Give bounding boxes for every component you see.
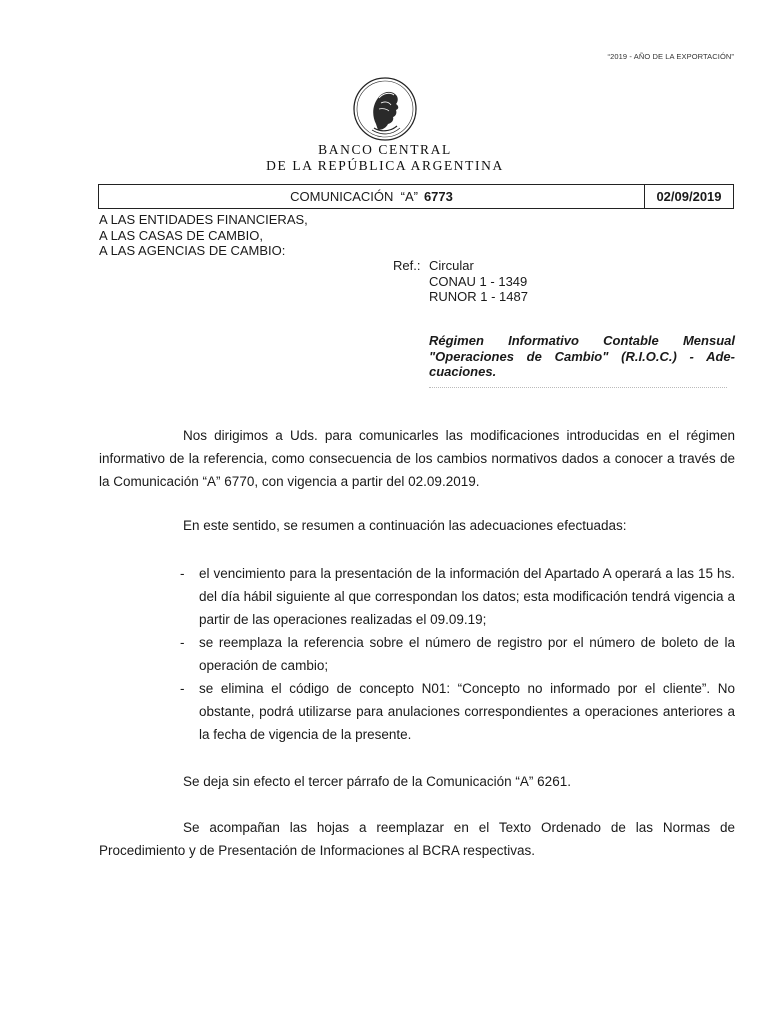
reference-type: Circular <box>429 258 474 273</box>
reference-label: Ref.: <box>393 258 421 273</box>
list-item-text: se elimina el código de concepto N01: “Concepto no informado por el cliente”. No obstante, podrá utilizarse para anulaciones correspondientes a operaciones anteriores a la fecha de vigencia de la presente. <box>199 681 735 742</box>
subject-divider <box>429 387 727 388</box>
body-paragraph: Se acompañan las hojas a reemplazar en el Texto Ordenado de las Normas de Procedimiento y de Presentación de Informaciones al BCRA respectivas. <box>99 820 735 858</box>
recipient-line: A LAS CASAS DE CAMBIO, <box>99 227 263 243</box>
list-item-text: se reemplaza la referencia sobre el número de registro por el número de boleto de la operación de cambio; <box>199 635 735 673</box>
year-motto: “2019 - AÑO DE LA EXPORTACIÓN” <box>607 52 734 61</box>
communication-label: COMUNICACIÓN “A” <box>290 189 418 204</box>
communication-header-box <box>98 184 734 209</box>
list-bullet: - <box>180 566 185 581</box>
communication-date: 02/09/2019 <box>656 189 722 204</box>
recipient-line: A LAS AGENCIAS DE CAMBIO: <box>99 243 286 258</box>
subject-title: Régimen Informativo Contable Mensual "Operaciones de Cambio" (R.I.O.C.) - Ade-cuaciones. <box>429 333 735 379</box>
list-item <box>180 677 735 746</box>
body-paragraph: En este sentido, se resumen a continuación las adecuaciones efectuadas: <box>183 518 627 533</box>
list-item <box>180 562 735 631</box>
republic-effigy-medallion-icon <box>352 76 418 142</box>
changes-list <box>180 562 735 746</box>
bank-name-line2: DE LA REPÚBLICA ARGENTINA <box>266 158 504 173</box>
list-bullet: - <box>180 681 185 696</box>
reference-code: RUNOR 1 - 1487 <box>429 289 528 304</box>
list-bullet: - <box>180 635 185 650</box>
list-item-text: el vencimiento para la presentación de la información del Apartado A operará a las 15 hs. del día hábil siguiente al que correspondan los datos; esta modificación tendrá vigencia a partir de las operaciones realizadas el 09.09.19; <box>199 566 735 627</box>
body-paragraph: Nos dirigimos a Uds. para comunicarles las modificaciones introducidas en el régimen informativo de la referencia, como consecuencia de los cambios normativos dados a conocer a través de la Comunicación “A” 6770, con vigencia a partir del 02.09.2019. <box>99 428 735 489</box>
recipient-line: A LAS ENTIDADES FINANCIERAS, <box>99 212 308 227</box>
communication-number: 6773 <box>423 189 453 204</box>
bank-name <box>0 142 770 174</box>
reference-block <box>393 258 528 305</box>
reference-code: CONAU 1 - 1349 <box>429 273 528 289</box>
body-paragraph: Se deja sin efecto el tercer párrafo de la Comunicación “A” 6261. <box>183 774 571 789</box>
list-item <box>180 631 735 677</box>
communication-title <box>99 185 645 208</box>
recipients-block <box>99 212 308 259</box>
bank-name-line1: BANCO CENTRAL <box>318 142 452 157</box>
